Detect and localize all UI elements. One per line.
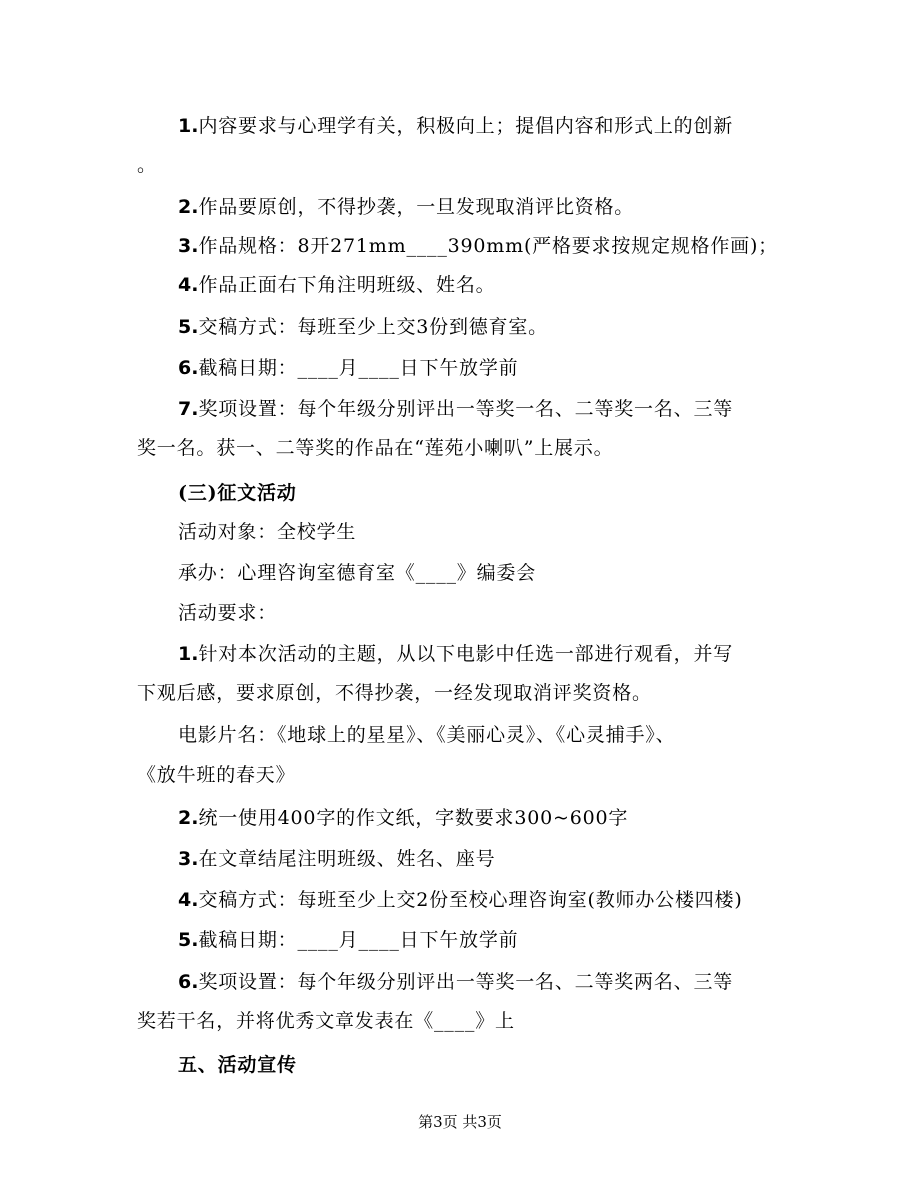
paragraph-line: 6.截稿日期：____月____日下午放学前 [178,357,519,379]
section-heading: (三)征文活动 [178,482,297,504]
paragraph-line: 5.交稿方式：每班至少上交3份到德育室。 [178,316,548,338]
paragraph-line: 3.作品规格：8开271mm____390mm(严格要求按规定规格作画)； [178,235,778,257]
paragraph-line: 奖一名。获一、二等奖的作品在“莲苑小喇叭”上展示。 [137,437,614,459]
paragraph-line: 1.内容要求与心理学有关，积极向上；提倡内容和形式上的创新 [178,115,734,137]
paragraph-line: 4.交稿方式：每班至少上交2份至校心理咨询室(教师办公楼四楼) [178,889,743,911]
paragraph-line: 2.统一使用400字的作文纸，字数要求300~600字 [178,807,629,829]
paragraph-line: 1.针对本次活动的主题，从以下电影中任选一部进行观看，并写 [178,643,734,665]
paragraph-line: 7.奖项设置：每个年级分别评出一等奖一名、二等奖一名、三等 [178,398,734,420]
paragraph-line: 2.作品要原创，不得抄袭，一旦发现取消评比资格。 [178,196,635,218]
paragraph-line: 《放牛班的春天》 [137,764,296,786]
paragraph-line: 4.作品正面右下角注明班级、姓名。 [178,274,496,296]
paragraph-line: 活动要求： [178,602,278,624]
paragraph-line: 承办：心理咨询室德育室《____》编委会 [178,562,537,584]
section-heading: 五、活动宣传 [178,1054,297,1076]
paragraph-line: 下观后感，要求原创，不得抄袭，一经发现取消评奖资格。 [137,682,652,704]
paragraph-line: 电影片名：《地球上的星星》、《美丽心灵》、《心灵捕手》、 [178,724,676,746]
paragraph-line: 。 [137,154,157,176]
paragraph-line: 3.在文章结尾注明班级、姓名、座号 [178,848,496,870]
page-footer: 第3页 共3页 [418,1113,502,1131]
paragraph-line: 6.奖项设置：每个年级分别评出一等奖一名、二等奖两名、三等 [178,971,734,993]
paragraph-line: 奖若干名，并将优秀文章发表在《____》上 [137,1010,515,1032]
paragraph-line: 5.截稿日期：____月____日下午放学前 [178,929,519,951]
paragraph-line: 活动对象：全校学生 [178,521,357,543]
